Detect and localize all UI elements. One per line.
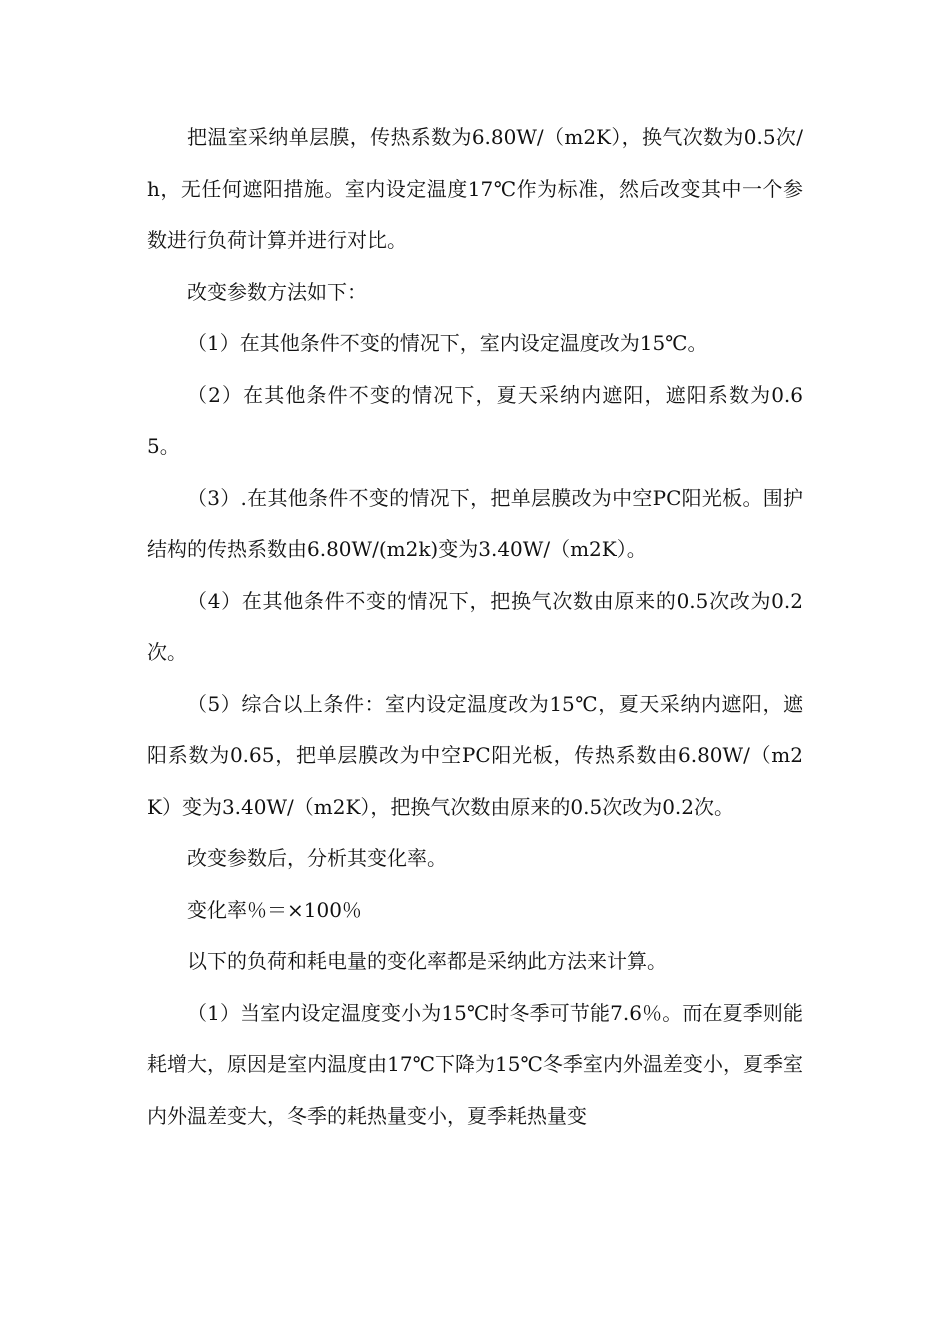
paragraph-item-2: （2）在其他条件不变的情况下，夏天采纳内遮阳，遮阳系数为0.65。 — [147, 382, 803, 458]
paragraph-item-4: （4）在其他条件不变的情况下，把换气次数由原来的0.5次改为0.2次。 — [147, 588, 803, 664]
paragraph-item-5: （5）综合以上条件：室内设定温度改为15℃，夏天采纳内遮阳，遮阳系数为0.65，把单层膜改为中空PC阳光板，传热系数由6.80W/（m2K）变为3.40W/（m2K），把换气次数由原来的0.5次改为0.2次。 — [147, 691, 803, 819]
document-body — [147, 112, 803, 1142]
paragraph-method-note: 以下的负荷和耗电量的变化率都是采纳此方法来计算。 — [187, 949, 667, 973]
paragraph-formula: 变化率％＝×100％ — [187, 897, 362, 922]
paragraph-method-intro: 改变参数方法如下： — [187, 279, 367, 304]
paragraph-item-3: （3）.在其他条件不变的情况下，把单层膜改为中空PC阳光板。围护结构的传热系数由6.80W/(m2k)变为3.40W/（m2K）。 — [147, 485, 803, 561]
paragraph-baseline-setup: 把温室采纳单层膜，传热系数为6.80W/（m2K），换气次数为0.5次/h，无任何遮阳措施。室内设定温度17℃作为标准，然后改变其中一个参数进行负荷计算并进行对比。 — [147, 125, 803, 252]
paragraph-result-1: （1）当室内设定温度变小为15℃时冬季可节能7.6％。而在夏季则能耗增大，原因是室内温度由17℃下降为15℃冬季室内外温差变小，夏季室内外温差变大，冬季的耗热量变小，夏季耗热量变 — [147, 1000, 803, 1128]
paragraph-item-1: （1）在其他条件不变的情况下，室内设定温度改为15℃。 — [187, 331, 708, 355]
paragraph-analysis-intro: 改变参数后，分析其变化率。 — [187, 846, 447, 870]
